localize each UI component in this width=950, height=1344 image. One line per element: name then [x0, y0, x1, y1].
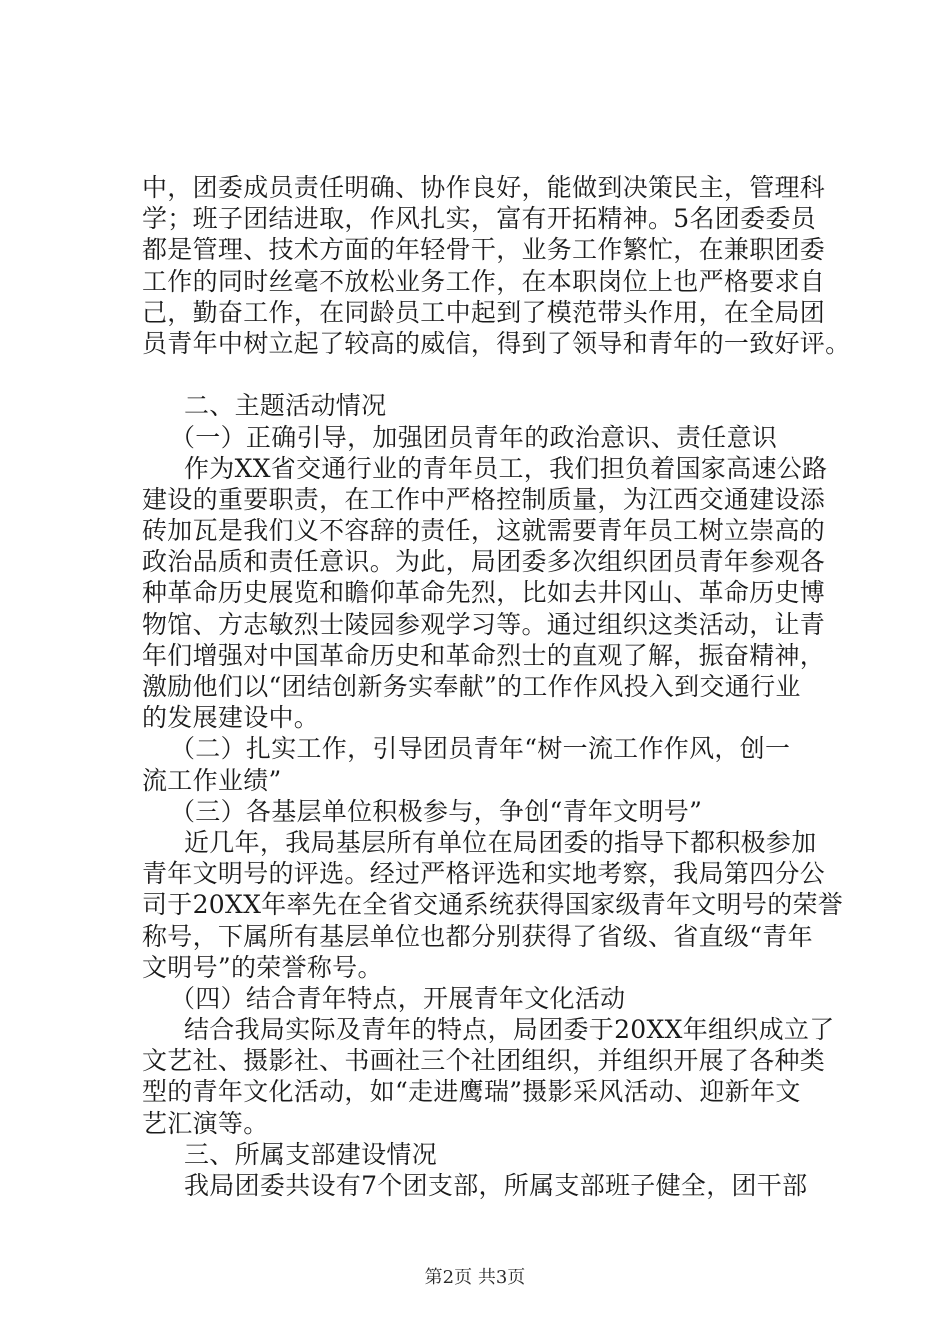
text-line: 我局团委共设有7个团支部，所属支部班子健全，团干部	[184, 1171, 808, 1200]
subsection-heading: （二）扎实工作，引导团员青年“树一流工作作风，创一	[170, 734, 791, 764]
text-line: 司于20XX年率先在全省交通系统获得国家级青年文明号的荣誉	[142, 890, 844, 920]
text-line: 作为XX省交通行业的青年员工，我们担负着国家高速公路	[184, 453, 828, 483]
paragraph-gap	[142, 359, 822, 390]
text-line: 种革命历史展览和瞻仰革命先烈，比如去井冈山、革命历史博	[142, 578, 826, 608]
subsection-heading: （一）正确引导，加强团员青年的政治意识、责任意识	[170, 422, 778, 452]
text-line: 型的青年文化活动，如“走进鹰瑞”摄影采风活动、迎新年文	[142, 1077, 801, 1107]
text-line: 的发展建设中。	[142, 703, 320, 733]
text-line: 青年文明号的评选。经过严格评选和实地考察，我局第四分公	[142, 859, 826, 889]
text-line: 都是管理、技术方面的年轻骨干，业务工作繁忙，在兼职团委	[142, 235, 826, 265]
document-body	[142, 172, 851, 1201]
section-heading: 二、主题活动情况	[184, 391, 387, 421]
text-line: 近几年，我局基层所有单位在局团委的指导下都积极参加	[184, 827, 817, 857]
text-line: 建设的重要职责，在工作中严格控制质量，为江西交通建设添	[142, 484, 826, 514]
text-line: 文艺社、摄影社、书画社三个社团组织，并组织开展了各种类	[142, 1046, 826, 1076]
text-line: 己，勤奋工作，在同龄员工中起到了模范带头作用，在全局团	[142, 297, 826, 327]
subsection-heading: （三）各基层单位积极参与，争创“青年文明号”	[170, 796, 703, 826]
text-line: 艺汇演等。	[142, 1108, 269, 1138]
text-line: 员青年中树立起了较高的威信，得到了领导和青年的一致好评。	[142, 328, 851, 358]
page-footer	[0, 1268, 950, 1288]
text-line: 文明号”的荣誉称号。	[142, 952, 383, 982]
subsection-heading: （四）结合青年特点，开展青年文化活动	[170, 983, 626, 1013]
text-line: 政治品质和责任意识。为此，局团委多次组织团员青年参观各	[142, 547, 826, 577]
text-line: 流工作业绩”	[142, 765, 282, 795]
text-line: 年们增强对中国革命历史和革命烈士的直观了解，振奋精神，	[142, 640, 826, 670]
text-line: 学；班子团结进取，作风扎实，富有开拓精神。5名团委委员	[142, 204, 817, 234]
text-line: 工作的同时丝毫不放松业务工作，在本职岗位上也严格要求自	[142, 266, 826, 296]
page-number-label: 第2页 共3页	[424, 1267, 526, 1288]
text-line: 结合我局实际及青年的特点，局团委于20XX年组织成立了	[184, 1015, 835, 1045]
text-line: 砖加瓦是我们义不容辞的责任，这就需要青年员工树立崇高的	[142, 516, 826, 546]
text-line: 激励他们以“团结创新务实奉献”的工作作风投入到交通行业	[142, 672, 801, 701]
section-heading: 三、所属支部建设情况	[184, 1139, 438, 1169]
text-line: 称号，下属所有基层单位也都分别获得了省级、省直级“青年	[142, 921, 813, 951]
text-line: 中，团委成员责任明确、协作良好，能做到决策民主，管理科	[142, 173, 826, 202]
text-line: 物馆、方志敏烈士陵园参观学习等。通过组织这类活动，让青	[142, 609, 826, 639]
